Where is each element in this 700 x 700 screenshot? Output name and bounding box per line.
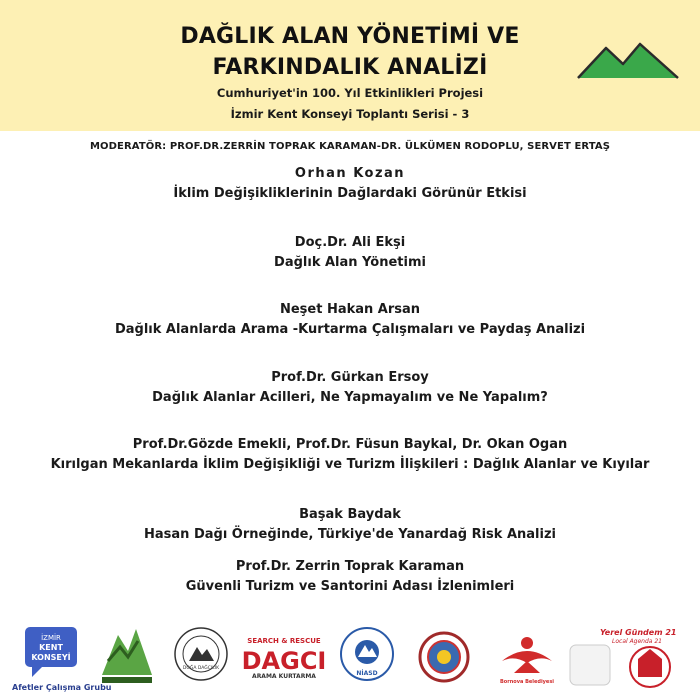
svg-text:NİASD: NİASD <box>356 670 378 677</box>
svg-text:KENT: KENT <box>39 643 63 652</box>
speaker-name: Başak Baydak <box>299 507 401 522</box>
talk-item <box>0 235 700 270</box>
svg-text:Local Agenda 21: Local Agenda 21 <box>612 638 662 645</box>
speaker-name: Prof.Dr. Gürkan Ersoy <box>271 370 429 385</box>
svg-text:KONSEYİ: KONSEYİ <box>31 653 71 662</box>
speaker-name: Orhan Kozan <box>294 166 406 181</box>
svg-text:Bornova Belediyesi: Bornova Belediyesi <box>499 679 555 685</box>
talk-topic: Dağlık Alanlarda Arama -Kurtarma Çalışmaları ve Paydaş Analizi <box>114 322 586 337</box>
mountaineering-club-logo <box>98 621 156 685</box>
dagci-search-rescue-logo <box>241 635 327 681</box>
svg-text:DOĞA DAĞCILIK: DOĞA DAĞCILIK <box>182 666 220 671</box>
speaker-name: Prof.Dr.Gözde Emekli, Prof.Dr. Füsun Baykal, Dr. Okan Ogan <box>132 437 568 452</box>
talk-item <box>0 302 700 337</box>
talk-item <box>0 507 700 542</box>
talk-item <box>0 437 700 472</box>
talk-topic: Dağlık Alanlar Acilleri, Ne Yapmayalım ve Ne Yapalım? <box>152 390 548 405</box>
talk-topic: Güvenli Turizm ve Santorini Adası İzlenimleri <box>185 579 515 594</box>
page-title-line2: FARKINDALIK ANALİZİ <box>212 55 488 80</box>
page-title-line1: DAĞLIK ALAN YÖNETİMİ VE <box>180 24 520 49</box>
doga-dagcilik-logo <box>172 625 230 683</box>
yerel-gundem-21-logo <box>566 623 676 693</box>
speaker-name: Neşet Hakan Arsan <box>279 302 421 317</box>
project-subtitle: Cumhuriyet'in 100. Yıl Etkinlikleri Projesi <box>216 86 484 100</box>
emblem-logo <box>418 631 470 683</box>
niasd-logo <box>338 625 396 683</box>
header-banner <box>0 0 700 131</box>
mountain-icon <box>578 40 678 80</box>
talk-item <box>0 559 700 594</box>
meeting-series-subtitle: İzmir Kent Konseyi Toplantı Serisi - 3 <box>230 107 470 121</box>
izmir-kent-konseyi-logo <box>24 623 78 679</box>
working-group-caption: Afetler Çalışma Grubu <box>12 683 112 692</box>
svg-text:DAGCI: DAGCI <box>241 647 327 675</box>
moderator-line: MODERATÖR: PROF.DR.ZERRİN TOPRAK KARAMAN-DR. ÜLKÜMEN RODOPLU, SERVET ERTAŞ <box>89 141 611 152</box>
talk-item <box>0 166 700 201</box>
svg-text:Yerel Gündem 21: Yerel Gündem 21 <box>600 628 677 637</box>
talk-topic: Dağlık Alan Yönetimi <box>274 255 426 270</box>
speaker-name: Doç.Dr. Ali Ekşi <box>294 235 406 250</box>
svg-text:ARAMA KURTARMA: ARAMA KURTARMA <box>252 673 316 680</box>
talk-topic: İklim Değişikliklerinin Dağlardaki Görünür Etkisi <box>173 186 527 201</box>
bornova-belediyesi-logo <box>494 633 560 687</box>
speaker-name: Prof.Dr. Zerrin Toprak Karaman <box>235 559 465 574</box>
svg-text:İZMİR: İZMİR <box>41 634 61 642</box>
svg-text:SEARCH & RESCUE: SEARCH & RESCUE <box>247 637 321 645</box>
talk-item <box>0 370 700 405</box>
talk-topic: Kırılgan Mekanlarda İklim Değişikliği ve Turizm İlişkileri : Dağlık Alanlar ve Kıyılar <box>50 457 650 472</box>
talk-topic: Hasan Dağı Örneğinde, Türkiye'de Yanardağ Risk Analizi <box>144 527 556 542</box>
